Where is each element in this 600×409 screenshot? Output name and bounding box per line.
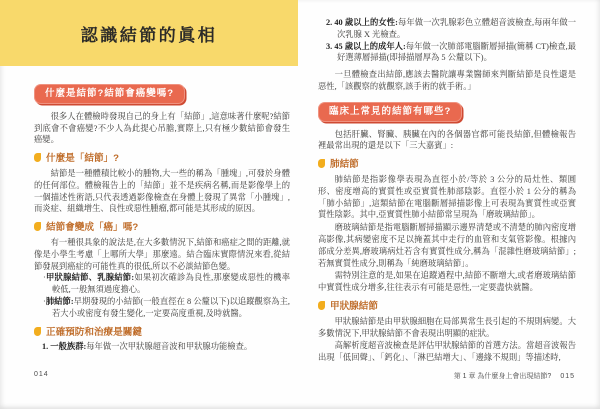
left-page-number: 014	[34, 371, 49, 378]
thyroid-nodule-paragraph-1: 甲狀腺結節是由甲狀腺細胞在局部異常生長引起的不規則病變。大多數情況下,甲狀腺結節不會表現出明顯的症狀。	[318, 316, 576, 338]
section-badge-row	[34, 84, 290, 104]
numbered-item-3	[326, 41, 576, 65]
chapter-footer-text: 第 1 章 為什麼身上會出現結節?	[453, 373, 552, 380]
lung-nodule-paragraph-2: 磨玻璃結節是指電腦斷層掃描顯示邊界清楚或不清楚的肺內密度增高影像,其病變密度不足以掩蓋其中走行的血管和支氣管影像。根據內部成分差異,磨玻璃病灶若含有實質性成分,稱為「混雜性磨玻璃結節」;若無實質性成分,則稱為「純磨玻璃結節」。	[318, 223, 576, 268]
chapter-title-banner	[0, 0, 298, 66]
leaf-bullet-icon	[34, 153, 41, 162]
subheading-label: 什麼是「結節」?	[46, 153, 120, 165]
checkup-advice-paragraph: 一旦體檢查出結節,應該去醫院讓專業醫師來判斷結節是良性還是惡性,「該觀察的就觀察,該手術的就手術。」	[318, 70, 576, 91]
leaf-bullet-icon	[318, 159, 325, 168]
bullet-item-lung	[43, 296, 290, 320]
subheading-label: 肺結節	[330, 159, 359, 171]
bullet-text: 如果初次確診為良性,那麼變成惡性的機率較低,一般無須過度擔心。	[52, 273, 290, 295]
subheading-can-become-cancer	[34, 222, 290, 234]
bullet-item-thyroid-breast	[43, 272, 290, 296]
leaf-bullet-icon	[34, 222, 41, 231]
right-page-number: 015	[560, 373, 575, 380]
left-page-content	[34, 84, 290, 353]
bullet-label: 肺結節:	[45, 296, 74, 306]
numbered-label: 3. 45 歲以上的成年人:	[326, 41, 406, 51]
subheading-thyroid-nodule	[318, 301, 576, 313]
numbered-text: 每年做一次肺部電腦斷層掃描(簡稱 CT)檢查,最好選薄層掃描(即掃描層厚為 5 公釐以下)。	[337, 41, 576, 63]
leaf-bullet-icon	[34, 327, 41, 336]
subheading-what-is-nodule	[34, 153, 290, 165]
leaf-bullet-icon	[318, 301, 325, 310]
subheading-label: 結節會變成「癌」嗎?	[46, 222, 139, 234]
intro-paragraph: 很多人在體檢時發現自己的身上有「結節」,這意味著什麼呢?結節到底會不會癌變?不少人為此提心吊膽,實際上,只有極少數結節會發生癌變。	[34, 111, 290, 145]
subheading-prevention	[34, 327, 290, 339]
section-badge-row	[318, 102, 576, 122]
subheading-label: 甲狀腺結節	[330, 300, 378, 312]
section-badge: 臨床上常見的結節有哪些?	[318, 102, 462, 122]
bullet-marker: ·	[43, 296, 46, 306]
numbered-label: 2. 40 歲以上的女性:	[326, 18, 398, 27]
numbered-text: 每年做一次甲狀腺超音波和甲狀腺功能檢查。	[86, 342, 253, 352]
lung-nodule-paragraph-3: 需特別注意的是,如果在追蹤過程中,結節不斷增大,或者磨玻璃結節中實質性成分增多,往往表示有可能是惡性,一定要盡快就醫。	[318, 271, 576, 293]
what-is-nodule-paragraph: 結節是一種體積比較小的腫物,大一些的稱為「腫塊」,可發於身體的任何部位。體檢報告上的「結節」並不是疾病名稱,而是影像學上的一個描述性術語,只代表透過影像檢查在身體上發現了異常「小腫塊」,而炎症、組織增生、良性或惡性腫瘤,都可能是其形成的原因。	[34, 168, 290, 214]
common-nodules-paragraph: 包括肝臟、腎臟、胰臟在內的各個器官都可能長結節,但體檢報告裡最常出現的還是以下「三大嘉賓」:	[318, 129, 576, 151]
numbered-label: 1. 一般族群:	[42, 342, 87, 352]
cancer-paragraph: 有一種很具象的說法是,在大多數情況下,結節和癌症之間的距離,就像是小學生考慮「上哪所大學」那麼遠。結合臨床實際情況來看,從結節發展到癌症的可能性真的很低,所以不必談結節色變。	[34, 237, 290, 271]
bullet-text: 早期發現的小結節(一般直徑在 8 公釐以下)以追蹤觀察為主,若大小或密度有發生變化,一定要高度重視,及時就醫。	[52, 296, 290, 318]
right-page-footer	[454, 371, 575, 381]
thyroid-nodule-paragraph-2: 高解析度超音波檢查是評估甲狀腺結節的首選方法。當超音波報告出現「低回聲」、「鈣化」、「淋巴結增大」、「邊緣不規則」等描述時,	[318, 341, 576, 363]
right-page-content	[318, 17, 576, 364]
numbered-item-1	[42, 341, 290, 353]
bullet-label: 甲狀腺結節、乳腺結節:	[45, 273, 135, 283]
section-badge: 什麼是結節?結節會癌變嗎?	[34, 84, 185, 104]
numbered-text: 每年做一次乳腺彩色立體超音波檢查,每兩年做一次乳腺 X 光檢查。	[337, 18, 576, 39]
bullet-marker: ·	[43, 273, 46, 283]
chapter-title: 認識結節的眞相	[80, 25, 218, 45]
numbered-item-2	[326, 17, 576, 41]
subheading-label: 正確預防和治療是關鍵	[46, 326, 142, 338]
lung-nodule-paragraph-1: 肺結節是指影像學表現為直徑小於/等於 3 公分的局灶性、類圓形、密度增高的實質性或亞實質性肺部陰影。直徑小於 1 公分的稱為「肺小結節」,這類結節在電腦斷層掃描影像上可表現為實質性或亞實質性陰影。其中,亞實質性肺小結節常呈現為「磨玻璃結節」。	[318, 174, 576, 220]
subheading-lung-nodule	[318, 159, 576, 171]
